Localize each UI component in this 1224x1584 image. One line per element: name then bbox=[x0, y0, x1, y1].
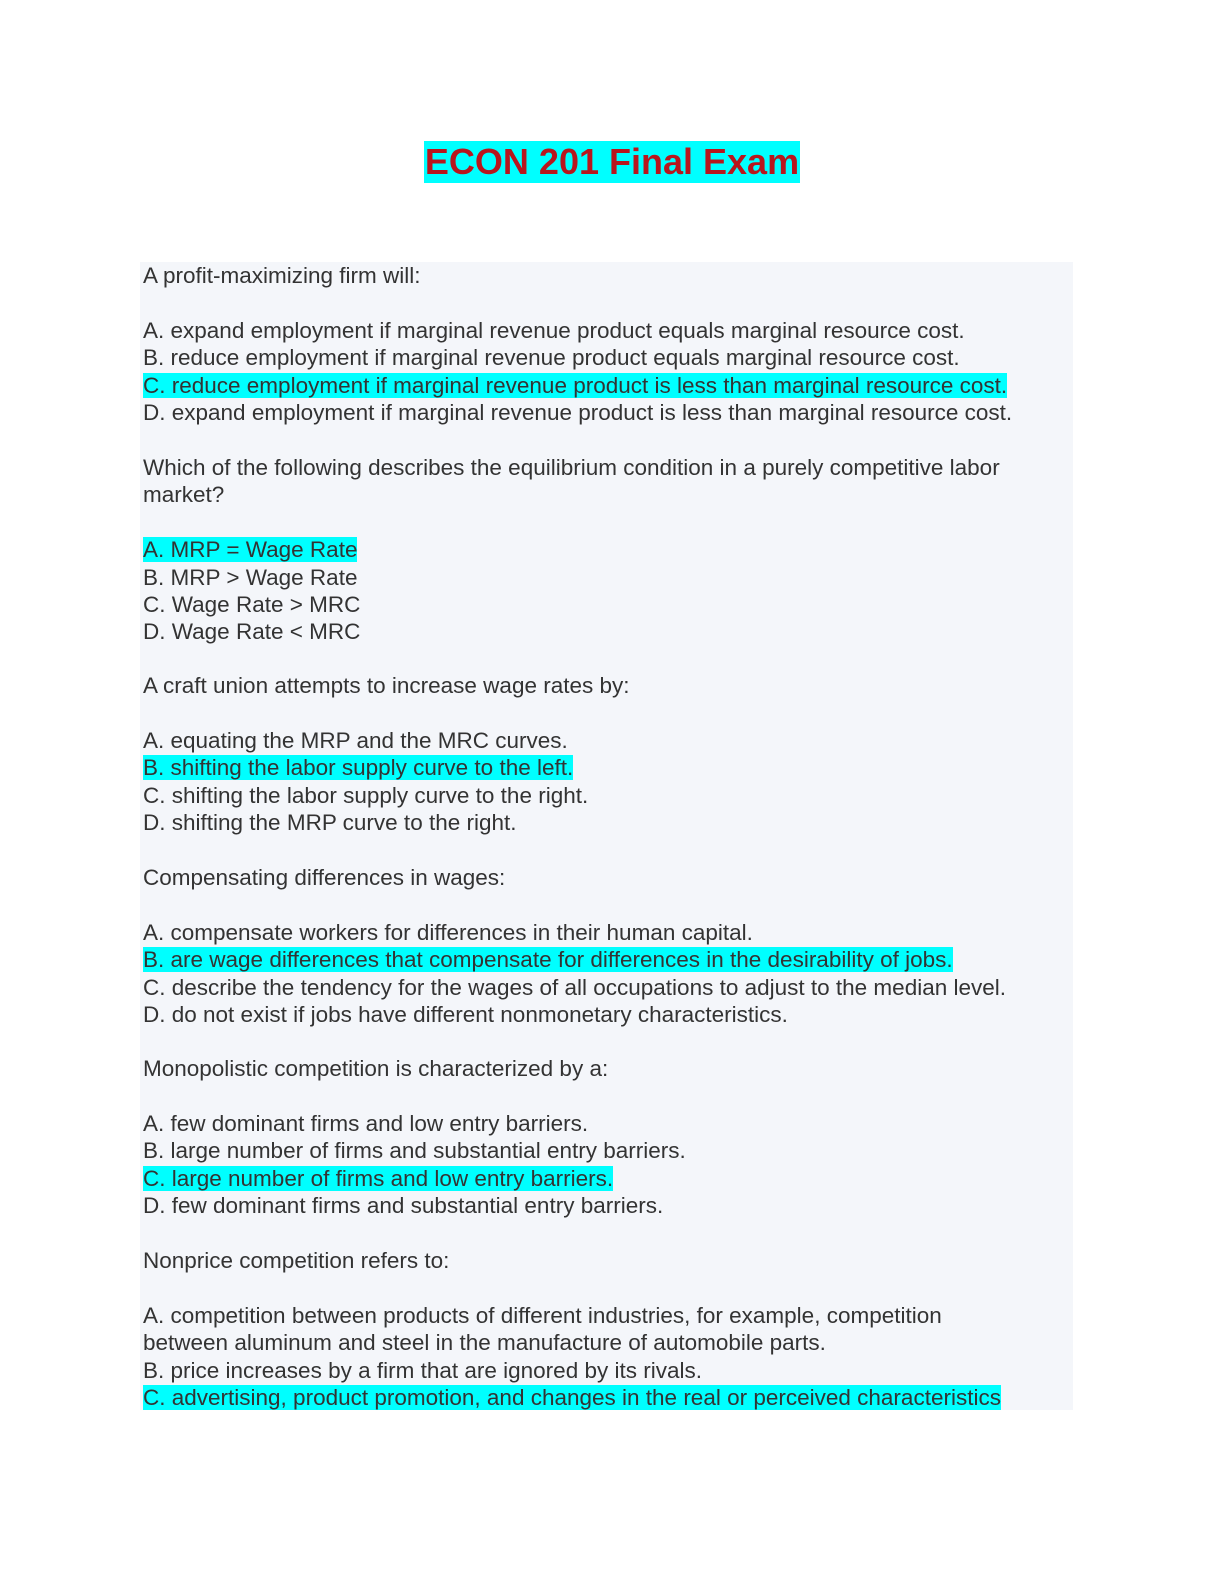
option-a bbox=[143, 317, 1073, 344]
question-stem bbox=[143, 864, 1073, 891]
option-text: A. expand employment if marginal revenue product equals marginal resource cost. bbox=[143, 317, 965, 343]
stem-line: Nonprice competition refers to: bbox=[143, 1248, 450, 1273]
question-6 bbox=[143, 1247, 1073, 1410]
question-1 bbox=[143, 262, 1073, 426]
option-text: B. large number of firms and substantial entry barriers. bbox=[143, 1138, 686, 1164]
highlighted-answer: C. advertising, product promotion, and changes in the real or perceived characteristics bbox=[143, 1384, 1001, 1410]
question-stem bbox=[143, 262, 1073, 289]
highlighted-answer: C. large number of firms and low entry barriers. bbox=[143, 1165, 614, 1191]
option-a bbox=[143, 1302, 1073, 1329]
highlighted-answer: A. MRP = Wage Rate bbox=[143, 537, 358, 563]
option-text: D. few dominant firms and substantial entry barriers. bbox=[143, 1192, 664, 1218]
option-b bbox=[143, 946, 1073, 973]
question-3 bbox=[143, 672, 1073, 836]
option-text: A. equating the MRP and the MRC curves. bbox=[143, 727, 568, 753]
highlighted-answer: B. shifting the labor supply curve to the left. bbox=[143, 755, 574, 781]
option-a bbox=[143, 536, 1073, 563]
option-a-continued bbox=[143, 1329, 1073, 1356]
option-d bbox=[143, 618, 1073, 645]
exam-content bbox=[140, 262, 1073, 1410]
option-text: B. reduce employment if marginal revenue product equals marginal resource cost. bbox=[143, 345, 960, 371]
title-container bbox=[0, 141, 1224, 183]
option-text: B. price increases by a firm that are ignored by its rivals. bbox=[143, 1357, 702, 1383]
option-text: B. MRP > Wage Rate bbox=[143, 564, 358, 590]
stem-line: A craft union attempts to increase wage rates by: bbox=[143, 673, 630, 698]
question-stem bbox=[143, 454, 1073, 509]
highlighted-answer: B. are wage differences that compensate for differences in the desirability of jobs. bbox=[143, 947, 953, 973]
option-c bbox=[143, 1384, 1073, 1410]
option-text: A. competition between products of different industries, for example, competition bbox=[143, 1302, 942, 1328]
option-d bbox=[143, 1192, 1073, 1219]
option-text: between aluminum and steel in the manufacture of automobile parts. bbox=[143, 1330, 826, 1356]
option-b bbox=[143, 1137, 1073, 1164]
option-text: A. few dominant firms and low entry barriers. bbox=[143, 1110, 589, 1136]
option-d bbox=[143, 1001, 1073, 1028]
question-2 bbox=[143, 454, 1073, 646]
option-c bbox=[143, 974, 1073, 1001]
option-b bbox=[143, 1357, 1073, 1384]
option-text: C. shifting the labor supply curve to the right. bbox=[143, 782, 589, 808]
option-a bbox=[143, 919, 1073, 946]
option-c bbox=[143, 1165, 1073, 1192]
option-d bbox=[143, 399, 1073, 426]
option-b bbox=[143, 754, 1073, 781]
question-4 bbox=[143, 864, 1073, 1028]
option-text: C. describe the tendency for the wages of all occupations to adjust to the median level. bbox=[143, 974, 1007, 1000]
option-c bbox=[143, 372, 1073, 399]
option-b bbox=[143, 564, 1073, 591]
option-text: D. shifting the MRP curve to the right. bbox=[143, 809, 517, 835]
option-text: C. Wage Rate > MRC bbox=[143, 591, 361, 617]
question-stem bbox=[143, 1055, 1073, 1082]
question-stem bbox=[143, 672, 1073, 699]
stem-line: market? bbox=[143, 482, 225, 508]
stem-line: A profit-maximizing firm will: bbox=[143, 263, 421, 288]
option-d bbox=[143, 809, 1073, 836]
stem-line: Monopolistic competition is characterized by a: bbox=[143, 1056, 609, 1081]
option-a bbox=[143, 1110, 1073, 1137]
stem-line: Compensating differences in wages: bbox=[143, 865, 506, 890]
option-text: D. do not exist if jobs have different nonmonetary characteristics. bbox=[143, 1001, 788, 1027]
option-c bbox=[143, 591, 1073, 618]
highlighted-answer: C. reduce employment if marginal revenue product is less than marginal resource cost. bbox=[143, 372, 1008, 398]
option-text: A. compensate workers for differences in their human capital. bbox=[143, 919, 753, 945]
option-text: D. Wage Rate < MRC bbox=[143, 619, 361, 645]
stem-line: Which of the following describes the equilibrium condition in a purely competitive labor bbox=[143, 455, 1000, 480]
option-c bbox=[143, 782, 1073, 809]
option-a bbox=[143, 727, 1073, 754]
option-b bbox=[143, 344, 1073, 371]
page-title: ECON 201 Final Exam bbox=[424, 141, 800, 182]
question-5 bbox=[143, 1055, 1073, 1219]
question-stem bbox=[143, 1247, 1073, 1274]
option-text: D. expand employment if marginal revenue product is less than marginal resource cost. bbox=[143, 399, 1013, 425]
